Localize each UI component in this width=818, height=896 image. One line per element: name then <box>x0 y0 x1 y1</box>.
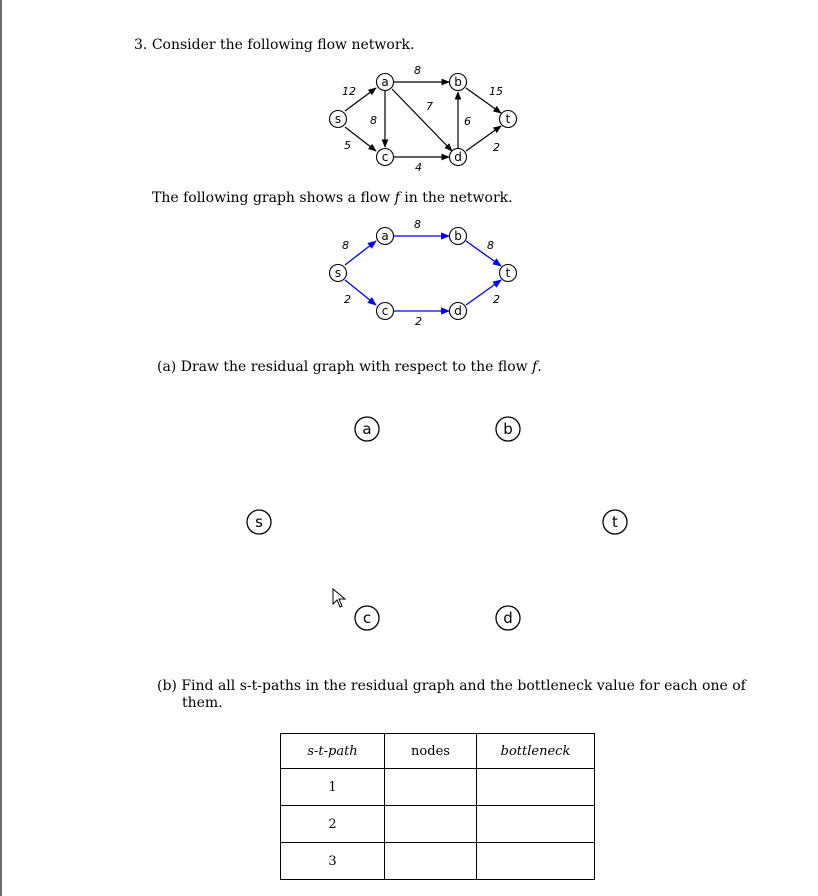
svg-text:c: c <box>362 609 372 627</box>
residual-node-c[interactable] <box>355 606 379 630</box>
problem-number: 3. <box>134 37 148 53</box>
network-node-d <box>450 149 467 166</box>
problem-intro-text: Consider the following flow network. <box>151 37 415 53</box>
paths-table <box>280 733 595 880</box>
svg-text:a: a <box>381 75 389 89</box>
capacity-c-d: 4 <box>415 161 422 174</box>
residual-node-t[interactable] <box>603 510 627 534</box>
row-index: 2 <box>281 806 385 843</box>
flow-node-c <box>377 303 394 320</box>
flow-a-b: 8 <box>414 218 421 231</box>
capacity-a-d: 7 <box>426 100 433 113</box>
network-node-s <box>330 111 347 128</box>
pointer-cursor-icon <box>333 589 345 607</box>
header-bottleneck: bottleneck <box>477 734 595 769</box>
svg-text:a: a <box>381 229 389 243</box>
svg-text:c: c <box>381 304 389 318</box>
bottleneck-cell[interactable] <box>477 843 595 880</box>
flow-edge-b-t <box>466 241 501 266</box>
residual-node-s[interactable] <box>247 510 271 534</box>
svg-text:c: c <box>381 150 389 164</box>
svg-text:t: t <box>505 112 511 126</box>
edge-a-d <box>392 89 452 151</box>
svg-text:s: s <box>334 266 342 280</box>
svg-text:s: s <box>255 513 263 531</box>
svg-text:b: b <box>454 229 462 243</box>
flow-node-a <box>377 228 394 245</box>
row-index: 3 <box>281 843 385 880</box>
network-node-c <box>377 149 394 166</box>
nodes-cell[interactable] <box>385 769 477 806</box>
capacity-a-c: 8 <box>370 114 377 127</box>
flow-c-d: 2 <box>415 315 422 328</box>
table-header-row <box>281 734 595 769</box>
flow-edge-s-a <box>345 241 376 265</box>
svg-text:b: b <box>503 420 513 438</box>
flow-edges <box>345 236 501 311</box>
capacity-s-a: 12 <box>342 85 356 98</box>
header-nodes: nodes <box>385 734 477 769</box>
network-edges <box>345 82 501 157</box>
flow-b-t: 8 <box>487 239 494 252</box>
flow-caption: The following graph shows a flow f in the network. <box>152 190 513 206</box>
nodes-cell[interactable] <box>385 843 477 880</box>
flow-node-s <box>330 265 347 282</box>
residual-node-b[interactable] <box>496 417 520 441</box>
svg-text:d: d <box>454 304 462 318</box>
row-index: 1 <box>281 769 385 806</box>
capacity-a-b: 8 <box>414 64 421 77</box>
network-node-b <box>450 74 467 91</box>
flow-s-a: 8 <box>342 239 349 252</box>
network-node-a <box>377 74 394 91</box>
flow-node-t <box>500 265 517 282</box>
part-b-question-line1: (b) Find all s-t-paths in the residual graph and the bottleneck value for each one of <box>157 678 746 694</box>
bottleneck-cell[interactable] <box>477 769 595 806</box>
capacity-d-t: 2 <box>493 141 500 154</box>
residual-nodes <box>247 417 627 630</box>
svg-text:s: s <box>334 112 342 126</box>
bottleneck-cell[interactable] <box>477 806 595 843</box>
svg-text:t: t <box>505 266 511 280</box>
flow-node-d <box>450 303 467 320</box>
flow-node-b <box>450 228 467 245</box>
svg-text:d: d <box>454 150 462 164</box>
flow-d-t: 2 <box>493 293 500 306</box>
flow-s-c: 2 <box>344 293 351 306</box>
header-st-path: s-t-path <box>281 734 385 769</box>
part-a-question: (a) Draw the residual graph with respect to the flow f. <box>157 359 542 375</box>
capacity-s-c: 5 <box>344 139 351 152</box>
network-node-t <box>500 111 517 128</box>
part-b-question-line2: them. <box>182 695 223 711</box>
table-row <box>281 843 595 880</box>
residual-node-a[interactable] <box>355 417 379 441</box>
svg-text:b: b <box>454 75 462 89</box>
svg-text:d: d <box>503 609 513 627</box>
svg-text:a: a <box>362 420 372 438</box>
capacity-b-t: 15 <box>489 85 503 98</box>
svg-text:t: t <box>612 513 618 531</box>
table-row <box>281 806 595 843</box>
table-row <box>281 769 595 806</box>
nodes-cell[interactable] <box>385 806 477 843</box>
capacity-d-b: 6 <box>464 115 471 128</box>
residual-node-d[interactable] <box>496 606 520 630</box>
